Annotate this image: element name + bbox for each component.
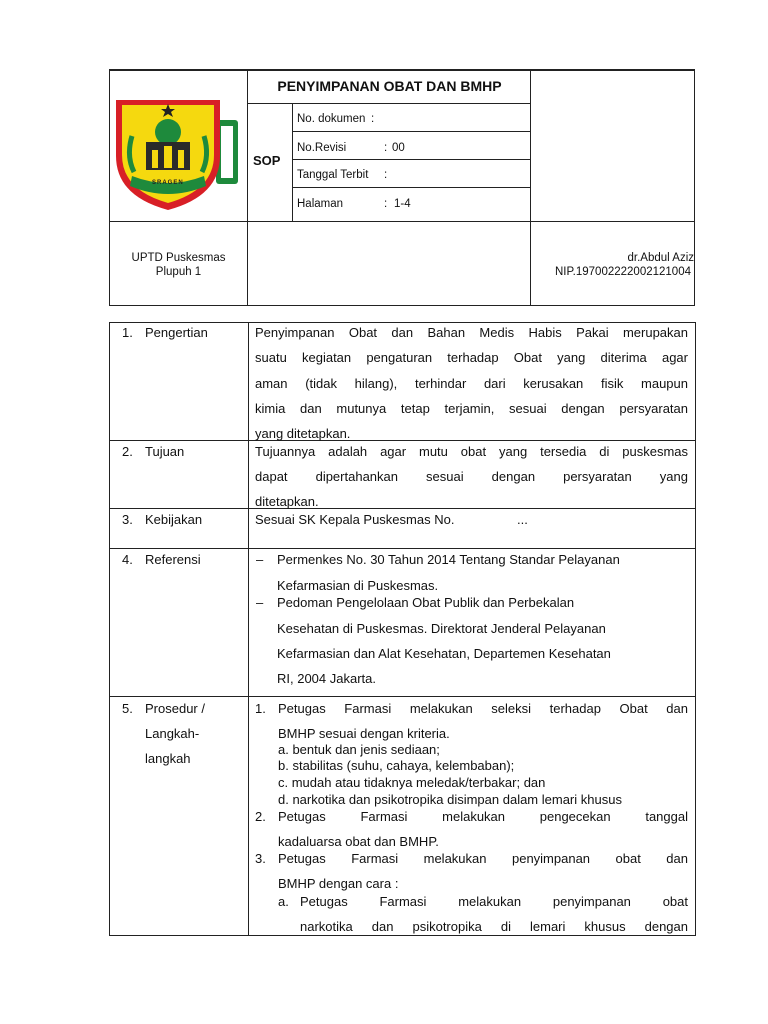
step-line: BMHP sesuai dengan kriteria. bbox=[278, 726, 450, 741]
step-number: 2. bbox=[255, 809, 266, 824]
field-label-tanggal-terbit: Tanggal Terbit bbox=[297, 169, 369, 181]
reference-line: Kefarmasian dan Alat Kesehatan, Departemen Kesehatan bbox=[277, 646, 611, 661]
text-line: aman (tidak hilang), terhindar dari kerusakan fisik maupun bbox=[255, 376, 688, 391]
signer-name: dr.Abdul Aziz bbox=[627, 252, 694, 264]
section-label: Kebijakan bbox=[145, 512, 203, 527]
section-label: Langkah- bbox=[145, 726, 200, 741]
section-number: 1. bbox=[122, 325, 133, 340]
document-title: PENYIMPANAN OBAT DAN BMHP bbox=[277, 78, 502, 94]
sragen-logo bbox=[108, 96, 242, 214]
text-line: kimia dan mutunya tetap terjamin, sesuai dengan persyaratan bbox=[255, 401, 688, 416]
text-line: Tujuannya adalah agar mutu obat yang tersedia di puskesmas bbox=[255, 444, 688, 459]
field-label-no-dokumen: No. dokumen bbox=[297, 113, 366, 125]
field-value-halaman: 1-4 bbox=[394, 198, 411, 210]
org-name-line2: Plupuh 1 bbox=[155, 266, 202, 278]
section-label: Tujuan bbox=[145, 444, 185, 459]
step-line: Petugas Farmasi melakukan seleksi terhadap Obat dan bbox=[278, 701, 688, 716]
section-label: Pengertian bbox=[145, 325, 208, 340]
reference-line: Kesehatan di Puskesmas. Direktorat Jenderal Pelayanan bbox=[277, 621, 606, 636]
field-value-no-revisi: 00 bbox=[392, 142, 405, 154]
section-number: 5. bbox=[122, 701, 133, 716]
placeholder-dots: ... bbox=[517, 512, 528, 527]
sop-label: SOP bbox=[253, 153, 281, 168]
text-line: Penyimpanan Obat dan Bahan Medis Habis Pakai merupakan bbox=[255, 325, 688, 340]
field-sep-halaman: : bbox=[384, 198, 388, 210]
text-line: Sesuai SK Kepala Puskesmas No. bbox=[255, 512, 455, 527]
field-sep-no-dokumen: : bbox=[371, 113, 375, 125]
step-number: 1. bbox=[255, 701, 266, 716]
field-sep-tanggal-terbit: : bbox=[384, 169, 388, 181]
reference-line: Kefarmasian di Puskesmas. bbox=[277, 578, 439, 593]
reference-line: Pedoman Pengelolaan Obat Publik dan Perbekalan bbox=[277, 595, 575, 610]
signer-nip: NIP.197002222002121004 bbox=[554, 266, 691, 278]
section-number: 4. bbox=[122, 552, 133, 567]
bullet-dash: – bbox=[256, 595, 264, 610]
sub-step-line: narkotika dan psikotropika di lemari khusus dengan bbox=[300, 919, 688, 934]
step-number: 3. bbox=[255, 851, 266, 866]
step-line: kadaluarsa obat dan BMHP. bbox=[278, 834, 439, 849]
text-line: ditetapkan. bbox=[255, 494, 319, 509]
sub-step-number: a. bbox=[278, 894, 289, 909]
reference-line: RI, 2004 Jakarta. bbox=[277, 671, 376, 686]
field-label-no-revisi: No.Revisi bbox=[297, 142, 347, 154]
org-name-line1: UPTD Puskesmas bbox=[131, 252, 226, 264]
step-line: Petugas Farmasi melakukan pengecekan tanggal bbox=[278, 809, 688, 824]
section-number: 2. bbox=[122, 444, 133, 459]
step-line: BMHP dengan cara : bbox=[278, 876, 399, 891]
criteria-item: a. bentuk dan jenis sediaan; bbox=[278, 742, 440, 757]
reference-line: Permenkes No. 30 Tahun 2014 Tentang Standar Pelayanan bbox=[277, 552, 620, 567]
bullet-dash: – bbox=[256, 552, 264, 567]
section-number: 3. bbox=[122, 512, 133, 527]
step-line: Petugas Farmasi melakukan penyimpanan obat dan bbox=[278, 851, 688, 866]
section-label: langkah bbox=[145, 751, 191, 766]
criteria-item: c. mudah atau tidaknya meledak/terbakar; dan bbox=[278, 775, 546, 790]
section-label: Prosedur / bbox=[145, 701, 205, 716]
section-label: Referensi bbox=[145, 552, 201, 567]
criteria-item: b. stabilitas (suhu, cahaya, kelembaban); bbox=[278, 758, 515, 773]
logo-text: SRAGEN bbox=[152, 180, 184, 186]
field-sep-no-revisi: : bbox=[384, 142, 388, 154]
text-line: yang ditetapkan. bbox=[255, 426, 351, 441]
text-line: dapat dipertahankan sesuai dengan persyaratan yang bbox=[255, 469, 688, 484]
text-line: suatu kegiatan pengaturan terhadap Obat yang diterima agar bbox=[255, 350, 688, 365]
sub-step-line: Petugas Farmasi melakukan penyimpanan obat bbox=[300, 894, 688, 909]
criteria-item: d. narkotika dan psikotropika disimpan dalam lemari khusus bbox=[278, 792, 622, 807]
field-label-halaman: Halaman bbox=[297, 198, 344, 210]
